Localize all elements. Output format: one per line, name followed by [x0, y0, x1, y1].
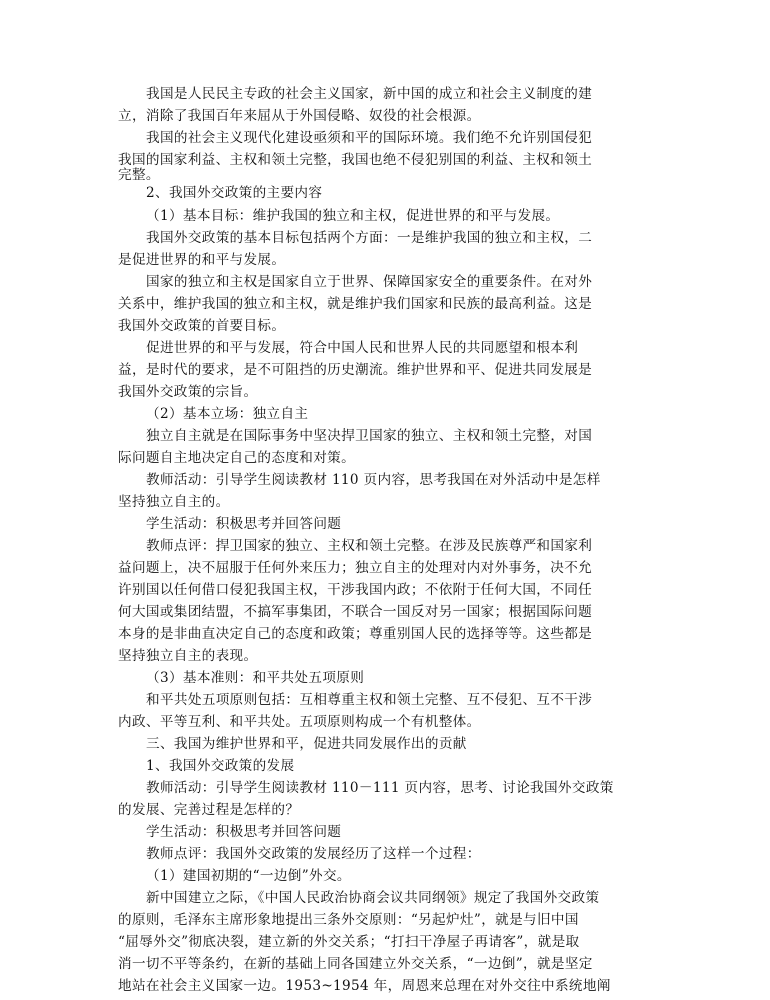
- section-heading: 2、我国外交政策的主要内容: [146, 185, 323, 201]
- text-line: 的原则，毛泽东主席形象地提出三条外交原则：“另起炉灶”，就是与旧中国: [118, 912, 579, 928]
- text-line: 是促进世界的和平与发展。: [118, 252, 286, 268]
- text-line: 我国外交政策的首要目标。: [118, 318, 286, 334]
- section-heading: 1、我国外交政策的发展: [146, 758, 295, 774]
- subsection-heading: （1）建国初期的“一边倒”外交。: [146, 868, 351, 884]
- text-line: 关系中，维护我国的独立和主权，就是维护我们国家和民族的最高利益。这是: [118, 296, 593, 312]
- text-line: 我国的国家利益、主权和领土完整，我国也绝不侵犯别国的利益、主权和领土: [118, 152, 593, 168]
- text-line: 教师活动：引导学生阅读教材 110 页内容，思考我国在对外活动中是怎样: [146, 472, 601, 488]
- text-line: 教师活动：引导学生阅读教材 110－111 页内容，思考、讨论我国外交政策: [146, 780, 614, 796]
- text-line: 完整。: [118, 167, 160, 183]
- text-line: 促进世界的和平与发展，符合中国人民和世界人民的共同愿望和根本利: [146, 340, 579, 356]
- text-line: 国家的独立和主权是国家自立于世界、保障国家安全的重要条件。在对外: [146, 274, 593, 290]
- text-line: 消一切不平等条约，在新的基础上同各国建立外交关系，“一边倒”，就是坚定: [118, 956, 593, 972]
- text-line: 坚持独立自主的。: [118, 494, 230, 510]
- text-line: 我国的社会主义现代化建设亟须和平的国际环境。我们绝不允许别国侵犯: [146, 130, 593, 146]
- subsection-heading: （1）基本目标：维护我国的独立和主权，促进世界的和平与发展。: [146, 208, 560, 224]
- subsection-heading: （3）基本准则：和平共处五项原则: [146, 670, 365, 686]
- text-line: 立，消除了我国百年来屈从于外国侵略、奴役的社会根源。: [118, 108, 481, 124]
- text-line: 学生活动：积极思考并回答问题: [146, 824, 342, 840]
- text-line: 我国外交政策的基本目标包括两个方面：一是维护我国的独立和主权，二: [146, 230, 593, 246]
- section-heading: 三、我国为维护世界和平，促进共同发展作出的贡献: [146, 736, 467, 752]
- text-line: 的发展、完善过程是怎样的？: [118, 802, 300, 818]
- text-line: 教师点评：捍卫国家的独立、主权和领土完整。在涉及民族尊严和国家利: [146, 538, 593, 554]
- text-line: 益，是时代的要求，是不可阻挡的历史潮流。维护世界和平、促进共同发展是: [118, 362, 593, 378]
- text-line: 内政、平等互利、和平共处。五项原则构成一个有机整体。: [118, 714, 481, 730]
- text-line: 际问题自主地决定自己的态度和对策。: [118, 450, 356, 466]
- text-line: 新中国建立之际，《中国人民政治协商会议共同纲领》规定了我国外交政策: [146, 890, 600, 906]
- text-line: 和平共处五项原则包括：互相尊重主权和领土完整、互不侵犯、互不干涉: [146, 692, 593, 708]
- text-line: 益问题上，决不屈服于任何外来压力；独立自主的处理对内对外事务，决不允: [118, 560, 593, 576]
- text-line: 本身的是非曲直决定自己的态度和政策；尊重别国人民的选择等等。这些都是: [118, 626, 593, 642]
- text-line: 学生活动：积极思考并回答问题: [146, 516, 342, 532]
- text-line: 独立自主就是在国际事务中坚决捍卫国家的独立、主权和领土完整，对国: [146, 428, 593, 444]
- text-line: “屈辱外交”彻底决裂，建立新的外交关系；“打扫干净屋子再请客”，就是取: [118, 934, 580, 950]
- text-line: 地站在社会主义国家一边。1953~1954 年，周恩来总理在对外交往中系统地阐: [118, 978, 611, 994]
- text-line: 教师点评：我国外交政策的发展经历了这样一个过程：: [146, 846, 481, 862]
- text-line: 何大国或集团结盟，不搞军事集团，不联合一国反对另一国家；根据国际问题: [118, 604, 593, 620]
- subsection-heading: （2）基本立场：独立自主: [146, 406, 309, 422]
- text-line: 坚持独立自主的表现。: [118, 648, 258, 664]
- text-line: 我国是人民民主专政的社会主义国家，新中国的成立和社会主义制度的建: [146, 86, 593, 102]
- text-line: 许别国以任何借口侵犯我国主权，干涉我国内政；不依附于任何大国，不同任: [118, 582, 593, 598]
- text-line: 我国外交政策的宗旨。: [118, 384, 258, 400]
